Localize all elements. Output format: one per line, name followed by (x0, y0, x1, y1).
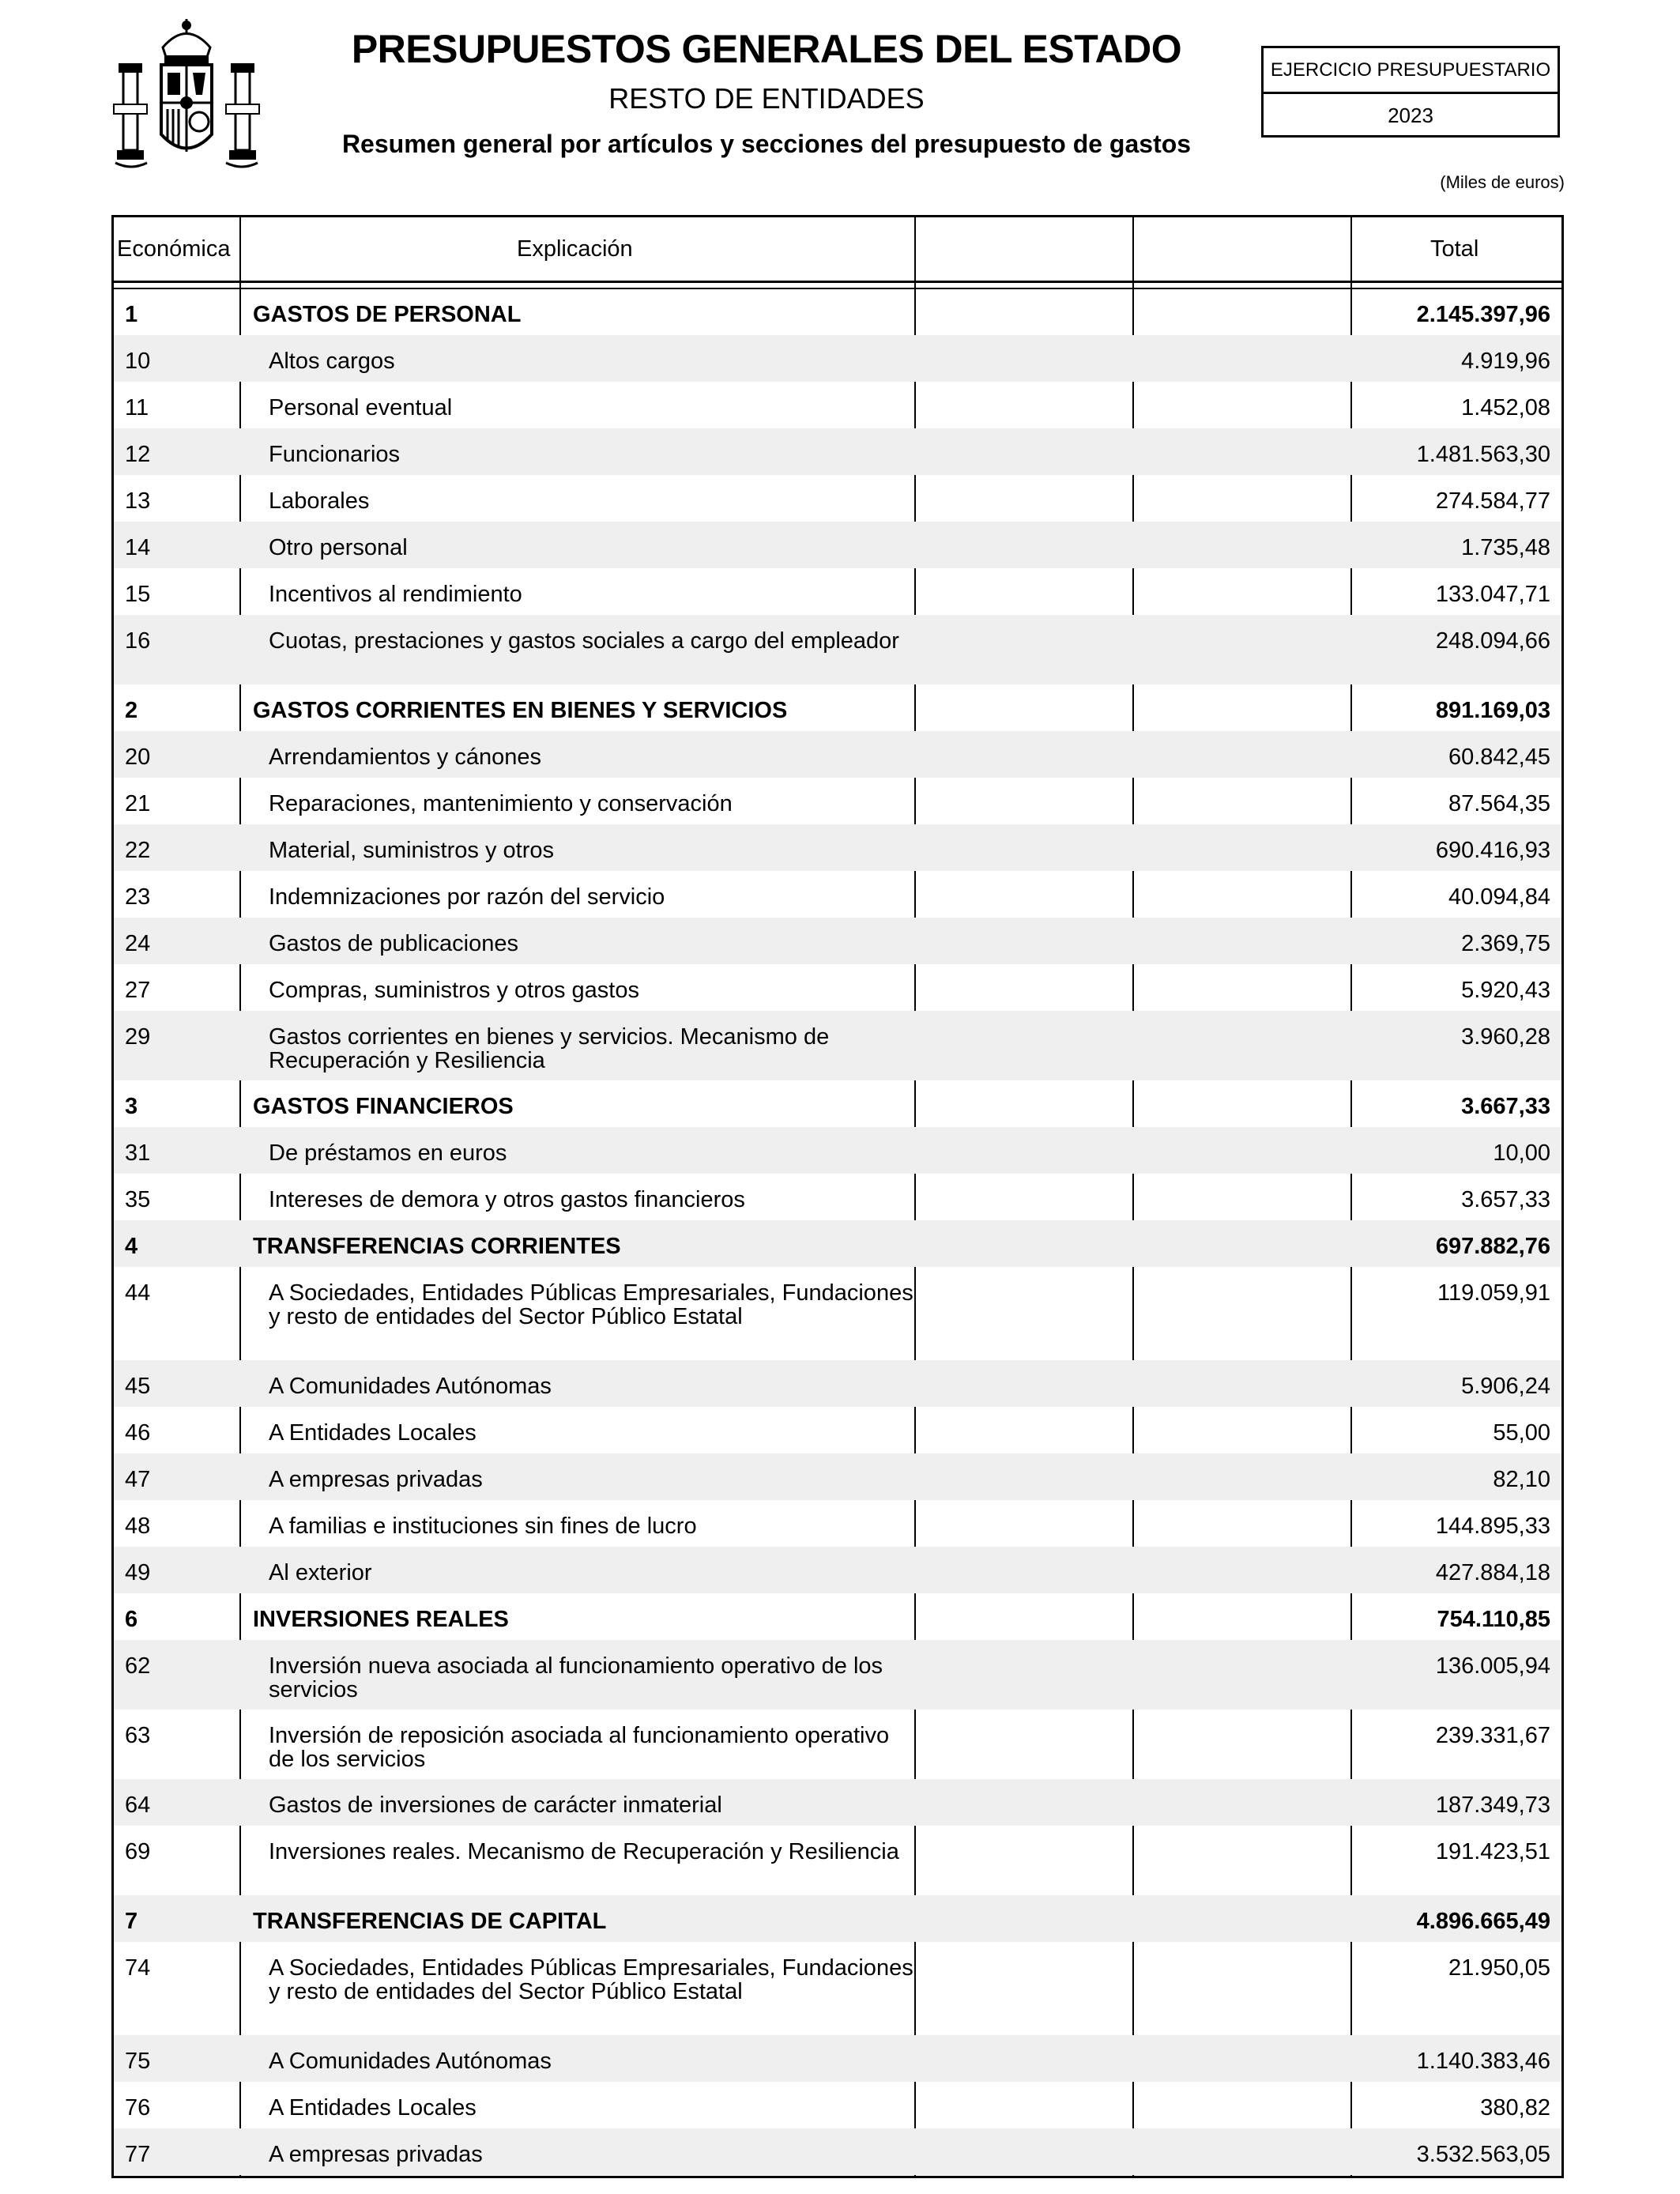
table-row (114, 1127, 1561, 1174)
cell-total: 144.895,33 (1435, 1514, 1550, 1539)
table-row (114, 1710, 1561, 1779)
cell-total: 82,10 (1493, 1467, 1550, 1492)
cell-explicacion: A empresas privadas (269, 1467, 483, 1492)
budget-table (111, 215, 1564, 2178)
column-header-economica: Económica (117, 236, 231, 262)
table-row (114, 615, 1561, 684)
cell-total: 690.416,93 (1435, 838, 1550, 863)
coat-of-arms-logo (107, 16, 266, 174)
cell-economica: 21 (125, 791, 151, 816)
cell-total: 2.369,75 (1461, 931, 1550, 956)
table-row (114, 1500, 1561, 1547)
cell-explicacion: De préstamos en euros (269, 1140, 507, 1166)
cell-explicacion: A Comunidades Autónomas (269, 1374, 552, 1399)
table-row (114, 335, 1561, 382)
cell-explicacion: Cuotas, prestaciones y gastos sociales a cargo del empleador (269, 628, 899, 654)
table-row (114, 1360, 1561, 1407)
fiscal-year-label: EJERCICIO PRESUPUESTARIO (1264, 48, 1558, 94)
cell-explicacion: A familias e instituciones sin fines de lucro (269, 1514, 697, 1539)
table-row (114, 382, 1561, 428)
table-row (114, 522, 1561, 568)
cell-explicacion: Inversión nueva asociada al funcionamiento operativo de los servicios (269, 1653, 883, 1702)
cell-economica: 10 (125, 349, 151, 374)
header-titles (269, 24, 1264, 161)
cell-explicacion: Intereses de demora y otros gastos financieros (269, 1187, 745, 1212)
cell-total: 119.059,91 (1437, 1280, 1550, 1306)
table-row (114, 824, 1561, 871)
cell-explicacion: GASTOS CORRIENTES EN BIENES Y SERVICIOS (253, 698, 788, 723)
table-row (114, 2128, 1561, 2175)
cell-economica: 1 (125, 302, 138, 327)
cell-economica: 49 (125, 1560, 151, 1585)
table-row-chapter (114, 1220, 1561, 1267)
cell-total: 239.331,67 (1435, 1723, 1550, 1748)
table-row (114, 2035, 1561, 2082)
cell-economica: 16 (125, 628, 151, 654)
cell-explicacion: Inversión de reposición asociada al funcionamiento operativo de los servicios (269, 1723, 890, 1772)
cell-total: 1.452,08 (1461, 395, 1550, 420)
table-row (114, 1407, 1561, 1453)
cell-total: 10,00 (1493, 1140, 1550, 1166)
cell-explicacion: A Entidades Locales (269, 1420, 477, 1446)
cell-economica: 12 (125, 442, 151, 467)
cell-explicacion: Gastos de inversiones de carácter inmaterial (269, 1793, 722, 1818)
cell-explicacion: TRANSFERENCIAS DE CAPITAL (253, 1909, 607, 1934)
cell-economica: 13 (125, 488, 151, 514)
cell-total: 1.140.383,46 (1416, 2049, 1550, 2074)
table-row-chapter (114, 288, 1561, 335)
cell-total: 87.564,35 (1448, 791, 1550, 816)
cell-economica: 47 (125, 1467, 151, 1492)
cell-total: 1.481.563,30 (1416, 442, 1550, 467)
cell-explicacion: Laborales (269, 488, 370, 514)
cell-economica: 7 (125, 1909, 138, 1934)
cell-total: 136.005,94 (1435, 1653, 1550, 1679)
cell-explicacion: INVERSIONES REALES (253, 1607, 509, 1632)
cell-explicacion: Inversiones reales. Mecanismo de Recuperación y Resiliencia (269, 1839, 899, 1864)
cell-economica: 24 (125, 931, 151, 956)
table-row (114, 871, 1561, 918)
cell-economica: 62 (125, 1653, 151, 1679)
cell-explicacion: A Comunidades Autónomas (269, 2049, 552, 2074)
cell-total: 248.094,66 (1435, 628, 1550, 654)
cell-explicacion: Incentivos al rendimiento (269, 582, 522, 607)
cell-total: 55,00 (1493, 1420, 1550, 1446)
cell-economica: 23 (125, 884, 151, 910)
cell-economica: 45 (125, 1374, 151, 1399)
cell-total: 3.667,33 (1461, 1094, 1550, 1119)
cell-economica: 20 (125, 745, 151, 770)
cell-economica: 3 (125, 1094, 138, 1119)
cell-economica: 31 (125, 1140, 151, 1166)
cell-explicacion: Al exterior (269, 1560, 372, 1585)
cell-total: 4.919,96 (1461, 349, 1550, 374)
cell-total: 5.906,24 (1461, 1374, 1550, 1399)
table-row-chapter (114, 1593, 1561, 1640)
table-header (114, 217, 1561, 283)
cell-total: 191.423,51 (1435, 1839, 1550, 1864)
table-row (114, 918, 1561, 964)
cell-explicacion: A empresas privadas (269, 2142, 483, 2167)
cell-total: 2.145.397,96 (1416, 302, 1550, 327)
fiscal-year-box (1261, 46, 1560, 138)
table-body (114, 288, 1561, 2175)
cell-total: 754.110,85 (1437, 1607, 1550, 1632)
cell-economica: 27 (125, 978, 151, 1003)
cell-explicacion: Arrendamientos y cánones (269, 745, 541, 770)
cell-total: 187.349,73 (1435, 1793, 1550, 1818)
table-row (114, 778, 1561, 824)
column-header-total: Total (1430, 236, 1479, 262)
table-row (114, 475, 1561, 522)
cell-economica: 64 (125, 1793, 151, 1818)
cell-economica: 46 (125, 1420, 151, 1446)
cell-explicacion: Funcionarios (269, 442, 401, 467)
cell-total: 3.657,33 (1461, 1187, 1550, 1212)
table-row (114, 1942, 1561, 2035)
page-title: PRESUPUESTOS GENERALES DEL ESTADO (351, 27, 1182, 71)
table-row (114, 1267, 1561, 1360)
cell-total: 427.884,18 (1435, 1560, 1550, 1585)
cell-explicacion: Altos cargos (269, 349, 395, 374)
cell-explicacion: A Sociedades, Entidades Públicas Empresariales, Fundaciones y resto de entidades del Sector Público Estatal (269, 1280, 913, 1329)
cell-economica: 48 (125, 1514, 151, 1539)
cell-total: 891.169,03 (1435, 698, 1550, 723)
cell-economica: 35 (125, 1187, 151, 1212)
cell-economica: 74 (125, 1955, 151, 1981)
cell-explicacion: Material, suministros y otros (269, 838, 554, 863)
cell-explicacion: Gastos de publicaciones (269, 931, 518, 956)
cell-explicacion: Otro personal (269, 535, 408, 560)
cell-economica: 15 (125, 582, 151, 607)
cell-explicacion: GASTOS DE PERSONAL (253, 302, 522, 327)
cell-explicacion: Gastos corrientes en bienes y servicios. Mecanismo de Recuperación y Resiliencia (269, 1024, 830, 1073)
cell-explicacion: Compras, suministros y otros gastos (269, 978, 639, 1003)
cell-total: 5.920,43 (1461, 978, 1550, 1003)
cell-explicacion: Indemnizaciones por razón del servicio (269, 884, 665, 910)
table-row (114, 428, 1561, 475)
cell-total: 60.842,45 (1448, 745, 1550, 770)
cell-total: 697.882,76 (1435, 1234, 1550, 1259)
cell-explicacion: Reparaciones, mantenimiento y conservación (269, 791, 733, 816)
cell-economica: 44 (125, 1280, 151, 1306)
cell-explicacion: A Entidades Locales (269, 2095, 477, 2120)
table-row (114, 2082, 1561, 2128)
cell-explicacion: TRANSFERENCIAS CORRIENTES (253, 1234, 621, 1259)
table-row-chapter (114, 1895, 1561, 1942)
cell-economica: 14 (125, 535, 151, 560)
cell-total: 274.584,77 (1435, 488, 1550, 514)
cell-total: 3.532.563,05 (1416, 2142, 1550, 2167)
table-row-chapter (114, 684, 1561, 731)
table-row-chapter (114, 1080, 1561, 1127)
table-row (114, 1826, 1561, 1895)
cell-economica: 75 (125, 2049, 151, 2074)
table-row (114, 1640, 1561, 1710)
cell-total: 380,82 (1480, 2095, 1550, 2120)
page-description: Resumen general por artículos y secciones del presupuesto de gastos (341, 130, 1192, 158)
cell-economica: 22 (125, 838, 151, 863)
cell-explicacion: GASTOS FINANCIEROS (253, 1094, 514, 1119)
cell-explicacion: A Sociedades, Entidades Públicas Empresariales, Fundaciones y resto de entidades del Sector Público Estatal (269, 1955, 913, 2004)
cell-economica: 6 (125, 1607, 138, 1632)
cell-total: 133.047,71 (1435, 582, 1550, 607)
table-row (114, 731, 1561, 778)
cell-economica: 76 (125, 2095, 151, 2120)
cell-economica: 29 (125, 1024, 151, 1050)
cell-total: 1.735,48 (1461, 535, 1550, 560)
cell-total: 4.896.665,49 (1416, 1909, 1550, 1934)
fiscal-year-value: 2023 (1388, 104, 1433, 127)
table-row (114, 568, 1561, 615)
table-row (114, 1453, 1561, 1500)
table-row (114, 964, 1561, 1011)
cell-economica: 63 (125, 1723, 151, 1748)
cell-total: 3.960,28 (1461, 1024, 1550, 1050)
cell-total: 40.094,84 (1448, 884, 1550, 910)
units-note: (Miles de euros) (1440, 172, 1565, 192)
table-row (114, 1547, 1561, 1593)
cell-economica: 2 (125, 698, 138, 723)
table-row (114, 1779, 1561, 1826)
cell-economica: 77 (125, 2142, 151, 2167)
column-header-explicacion: Explicación (517, 236, 633, 262)
cell-explicacion: Personal eventual (269, 395, 453, 420)
cell-total: 21.950,05 (1448, 1955, 1550, 1981)
table-row (114, 1174, 1561, 1220)
cell-economica: 4 (125, 1234, 138, 1259)
cell-economica: 11 (125, 395, 149, 420)
cell-economica: 69 (125, 1839, 151, 1864)
page-subtitle: RESTO DE ENTIDADES (608, 82, 925, 115)
table-row (114, 1011, 1561, 1080)
